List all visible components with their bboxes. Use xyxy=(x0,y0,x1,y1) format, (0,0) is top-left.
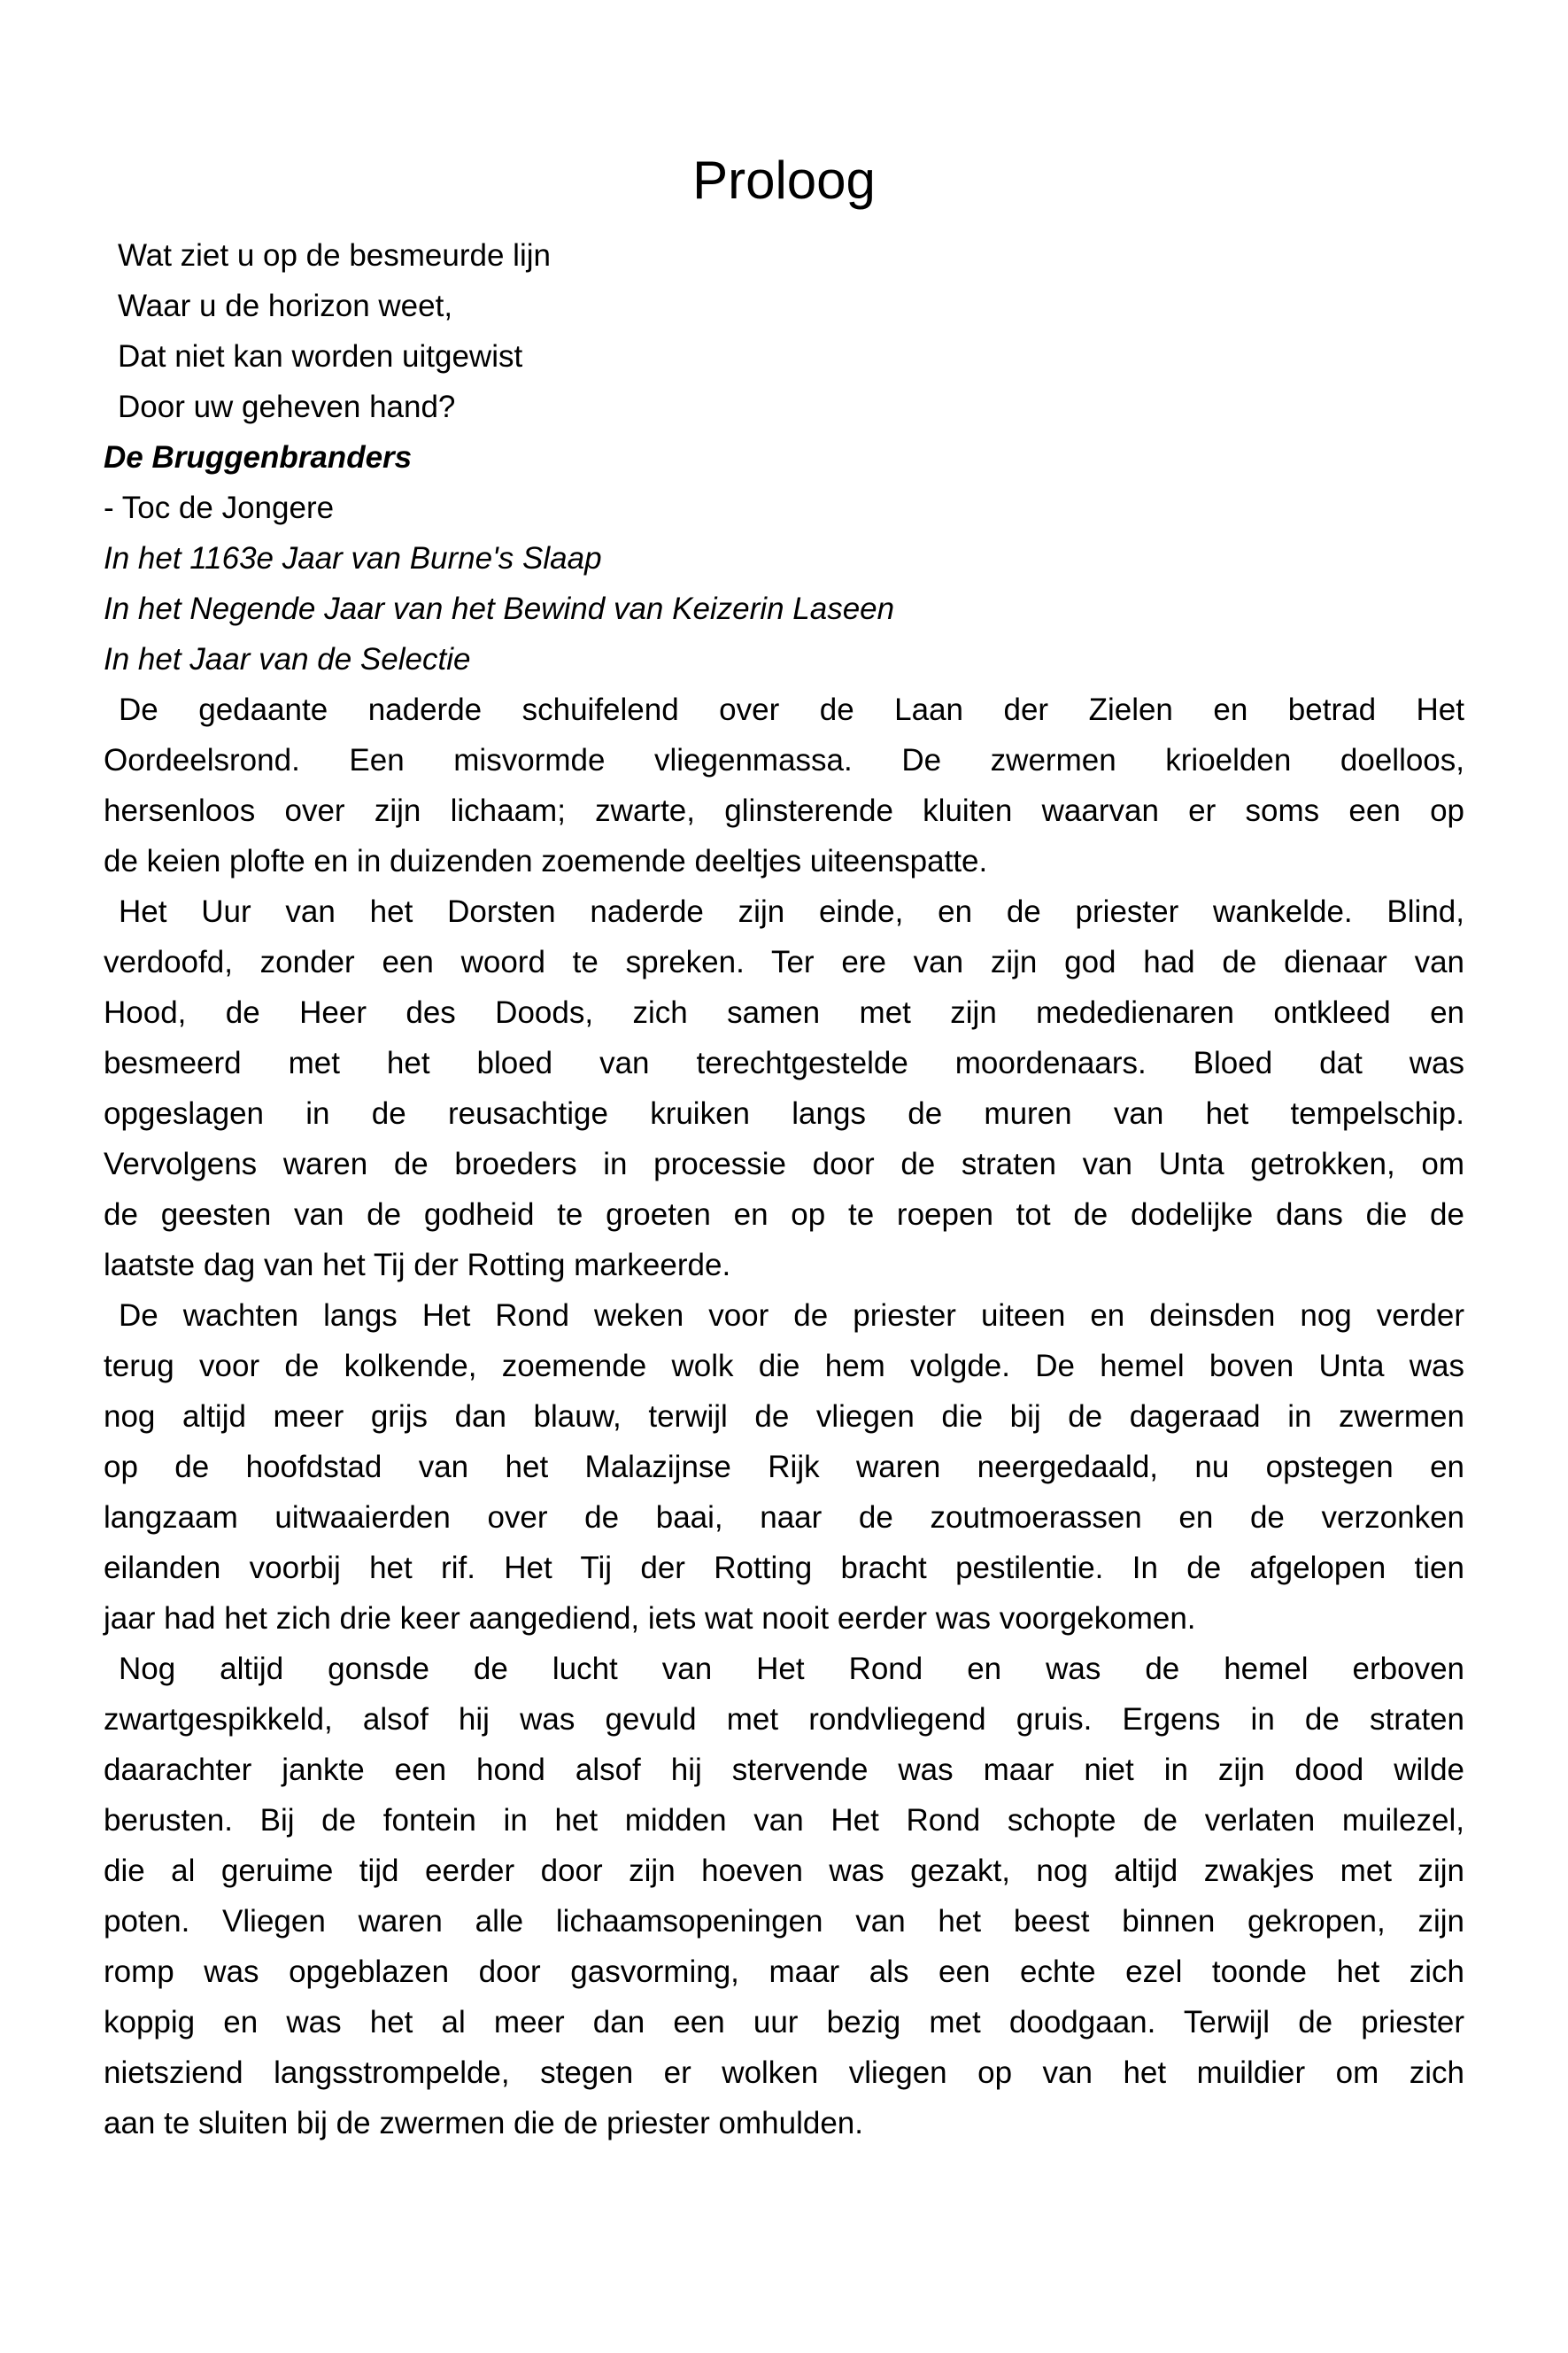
page-body xyxy=(104,230,1464,2148)
epigraph-source-title: De Bruggenbranders xyxy=(104,440,413,475)
paragraph-line: Hood, de Heer des Doods, zich samen met zijn mededienaren ontkleed en xyxy=(104,995,1464,1030)
paragraph-line: de geesten van de godheid te groeten en op te roepen tot de dodelijke dans die de xyxy=(104,1197,1464,1232)
paragraph-line: De gedaante naderde schuifelend over de Laan der Zielen en betrad Het xyxy=(119,693,1464,727)
paragraph xyxy=(104,685,1464,886)
paragraph-line: langzaam uitwaaierden over de baai, naar de zoutmoerassen en de verzonken xyxy=(104,1500,1464,1535)
paragraph-line: laatste dag van het Tij der Rotting markeerde. xyxy=(104,1248,731,1282)
epigraph-poem-line: Door uw geheven hand? xyxy=(118,390,456,424)
paragraph-line: opgeslagen in de reusachtige kruiken langs de muren van het tempelschip. xyxy=(104,1096,1464,1131)
paragraph-line: Het Uur van het Dorsten naderde zijn einde, en de priester wankelde. Blind, xyxy=(119,894,1464,929)
paragraph-line: jaar had het zich drie keer aangediend, iets wat nooit eerder was voorgekomen. xyxy=(104,1601,1196,1636)
paragraph-line: verdoofd, zonder een woord te spreken. Ter ere van zijn god had de dienaar van xyxy=(104,945,1464,979)
paragraph-line: berusten. Bij de fontein in het midden van Het Rond schopte de verlaten muilezel, xyxy=(104,1803,1464,1838)
epigraph-date-line: In het Negende Jaar van het Bewind van Keizerin Laseen xyxy=(104,592,895,626)
paragraph xyxy=(104,1290,1464,1644)
paragraph xyxy=(104,886,1464,1290)
paragraph-line: Oordeelsrond. Een misvormde vliegenmassa. De zwermen krioelden doelloos, xyxy=(104,743,1464,778)
paragraph-line: terug voor de kolkende, zoemende wolk die hem volgde. De hemel boven Unta was xyxy=(104,1349,1464,1383)
paragraph-line: koppig en was het al meer dan een uur bezig met doodgaan. Terwijl de priester xyxy=(104,2005,1464,2040)
paragraph-line: poten. Vliegen waren alle lichaamsopeningen van het beest binnen gekropen, zijn xyxy=(104,1904,1464,1939)
paragraph-line: De wachten langs Het Rond weken voor de priester uiteen en deinsden nog verder xyxy=(119,1298,1464,1333)
epigraph-poem-line: Wat ziet u op de besmeurde lijn xyxy=(118,238,551,273)
chapter-title: Proloog xyxy=(692,151,876,210)
epigraph-poem xyxy=(104,230,1464,432)
paragraph-line: besmeerd met het bloed van terechtgestelde moordenaars. Bloed dat was xyxy=(104,1046,1464,1080)
epigraph-poem-line: Dat niet kan worden uitgewist xyxy=(118,339,523,374)
epigraph-poem-line: Waar u de horizon weet, xyxy=(118,289,453,323)
epigraph-date-line: In het 1163e Jaar van Burne's Slaap xyxy=(104,541,602,576)
paragraph-line: nietsziend langsstrompelde, stegen er wolken vliegen op van het muildier om zich xyxy=(104,2055,1464,2090)
paragraph-line: eilanden voorbij het rif. Het Tij der Rotting bracht pestilentie. In de afgelopen tien xyxy=(104,1551,1464,1585)
paragraph-line: de keien plofte en in duizenden zoemende deeltjes uiteenspatte. xyxy=(104,844,988,879)
paragraph xyxy=(104,1644,1464,2148)
paragraph-line: daarachter jankte een hond alsof hij stervende was maar niet in zijn dood wilde xyxy=(104,1753,1464,1787)
paragraph-line: hersenloos over zijn lichaam; zwarte, glinsterende kluiten waarvan er soms een op xyxy=(104,793,1464,828)
paragraph-line: op de hoofdstad van het Malazijnse Rijk waren neergedaald, nu opstegen en xyxy=(104,1450,1464,1484)
paragraph-line: zwartgespikkeld, alsof hij was gevuld met rondvliegend gruis. Ergens in de straten xyxy=(104,1702,1464,1737)
paragraph-line: Vervolgens waren de broeders in processie door de straten van Unta getrokken, om xyxy=(104,1147,1464,1181)
paragraph-line: Nog altijd gonsde de lucht van Het Rond en was de hemel erboven xyxy=(119,1652,1464,1686)
epigraph-date-lines xyxy=(104,533,1464,685)
epigraph-attribution: - Toc de Jongere xyxy=(104,491,335,525)
prologue-paragraphs xyxy=(104,685,1464,2148)
epigraph-date-line: In het Jaar van de Selectie xyxy=(104,642,471,677)
paragraph-line: romp was opgeblazen door gasvorming, maar als een echte ezel toonde het zich xyxy=(104,1954,1464,1989)
paragraph-line: aan te sluiten bij de zwermen die de priester omhulden. xyxy=(104,2106,863,2140)
paragraph-line: die al geruime tijd eerder door zijn hoeven was gezakt, nog altijd zwakjes met zijn xyxy=(104,1854,1464,1888)
paragraph-line: nog altijd meer grijs dan blauw, terwijl de vliegen die bij de dageraad in zwermen xyxy=(104,1399,1464,1434)
